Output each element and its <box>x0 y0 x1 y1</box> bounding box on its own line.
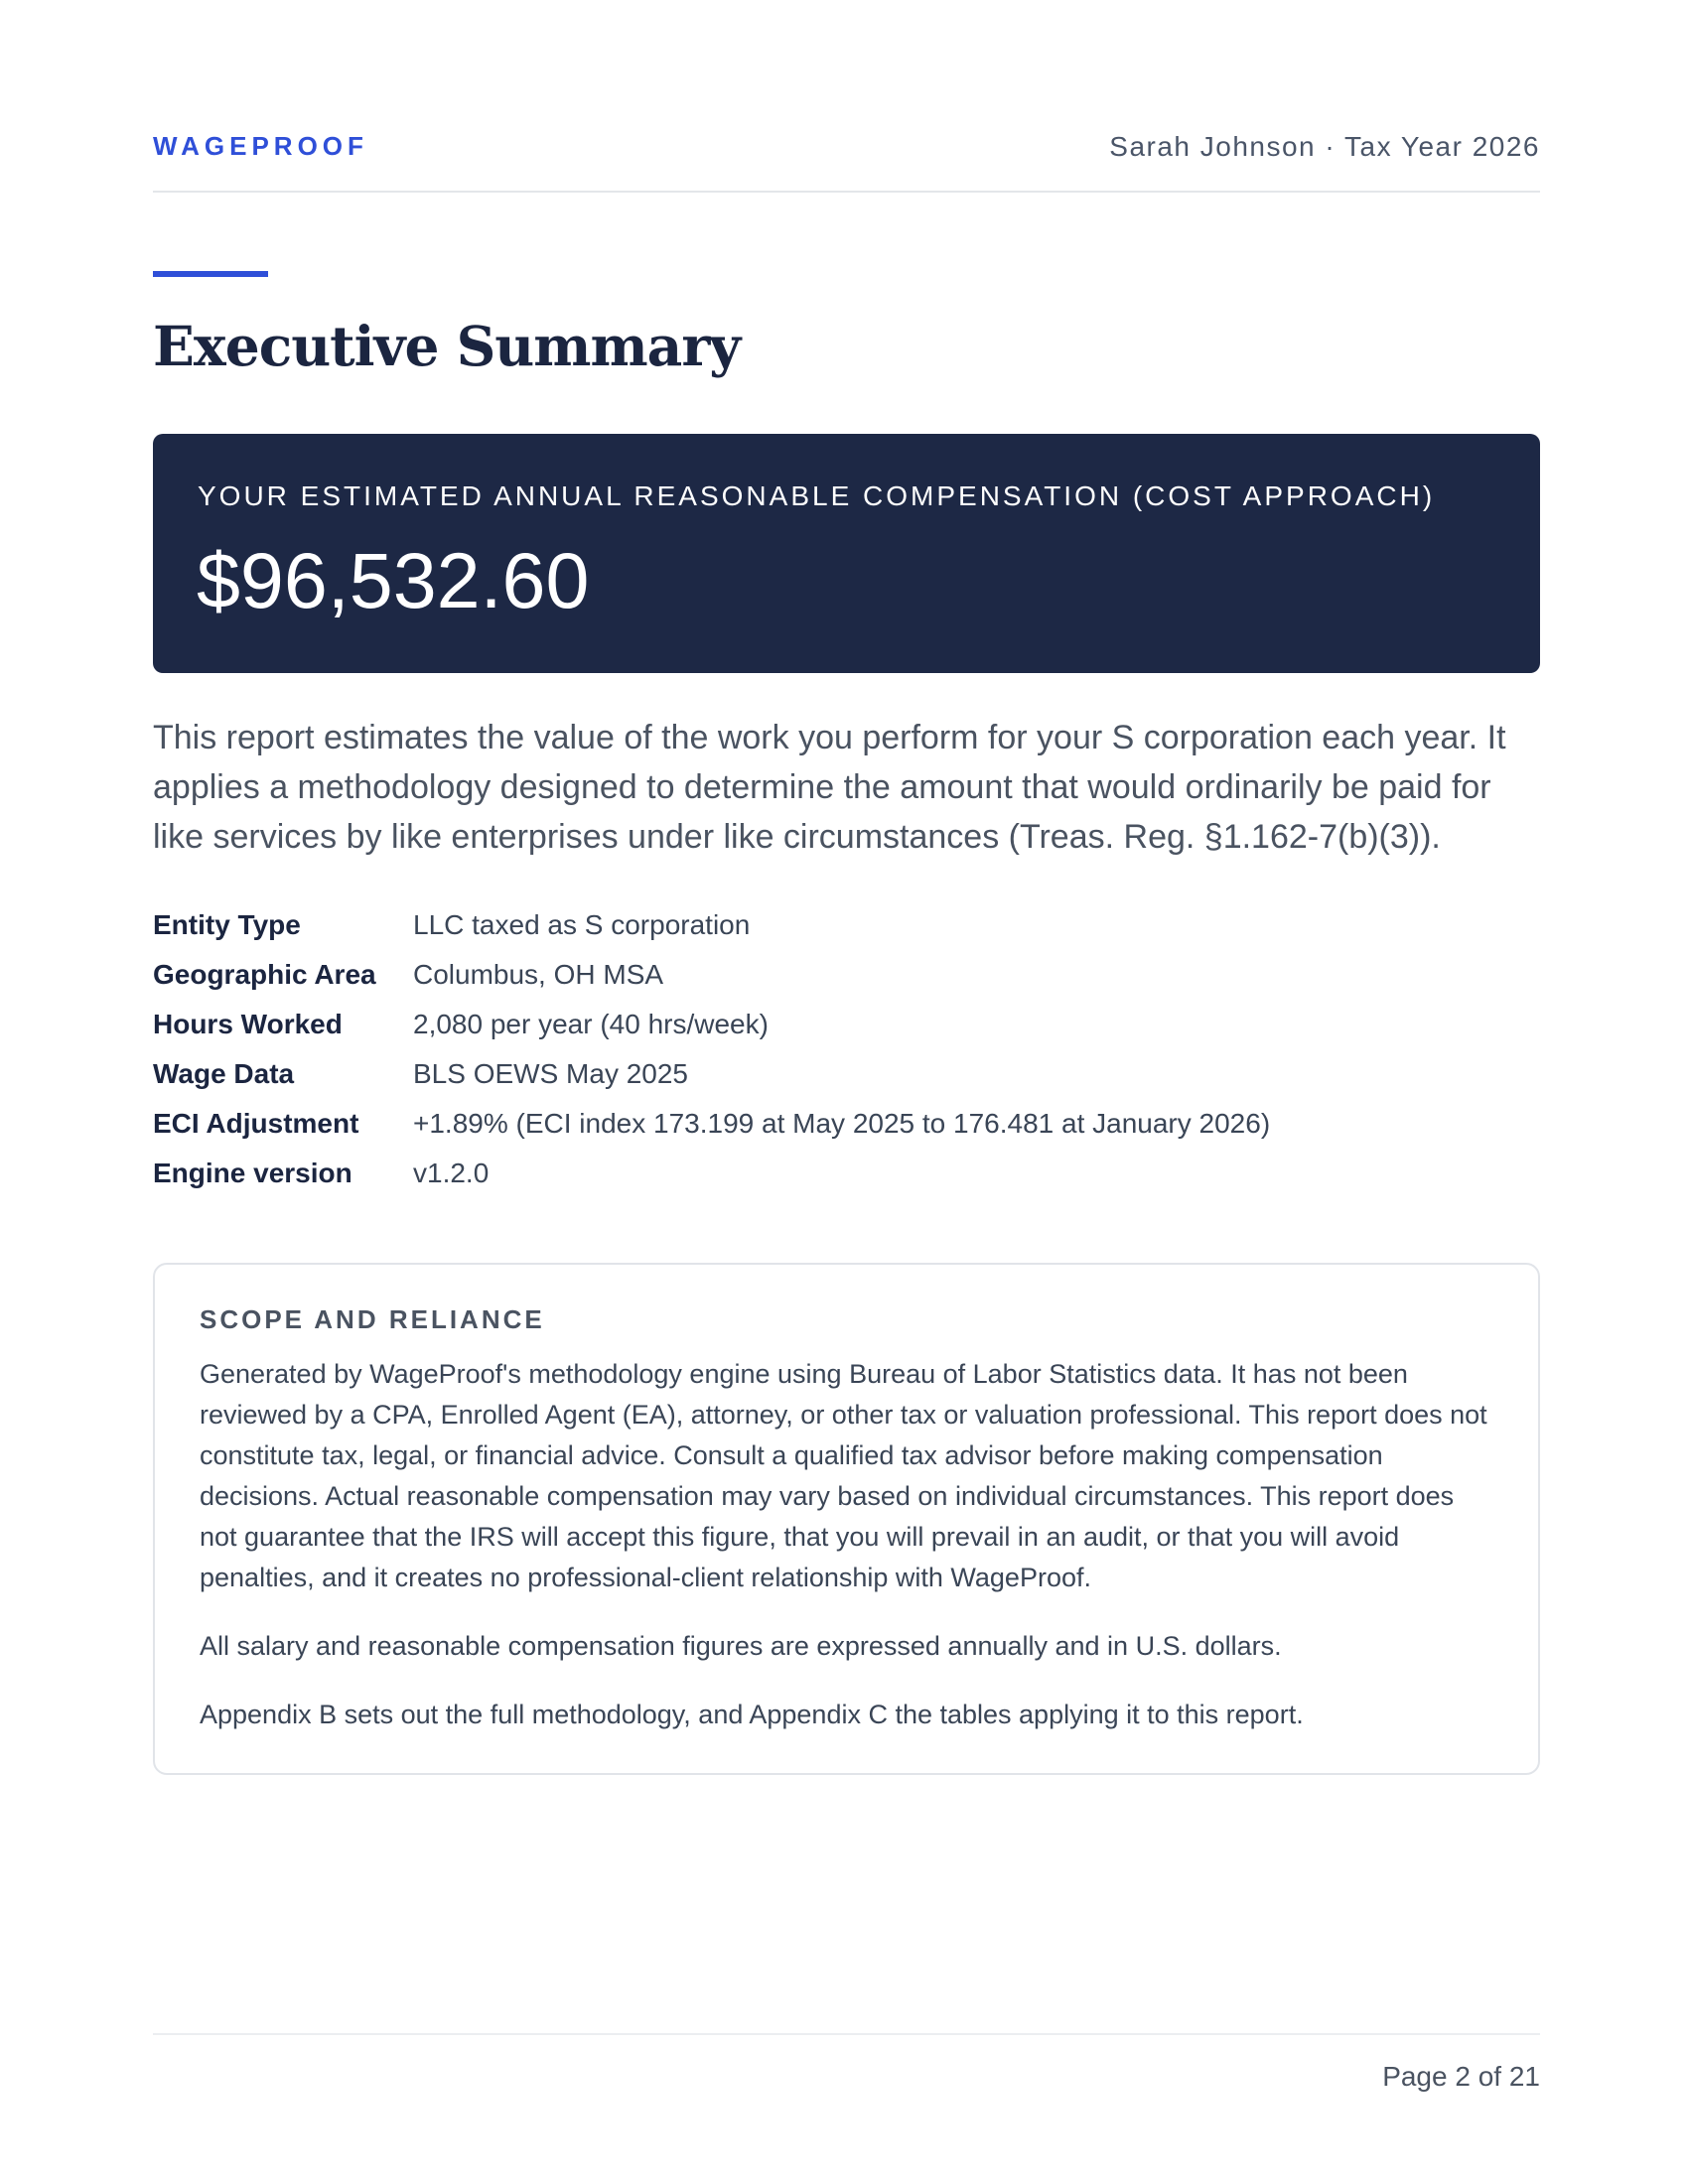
fact-label: ECI Adjustment <box>153 1108 359 1139</box>
fact-label: Entity Type <box>153 909 301 940</box>
fact-value: Columbus, OH MSA <box>413 959 664 990</box>
fact-label: Hours Worked <box>153 1009 343 1039</box>
scope-disclaimer-paragraph: Generated by WageProof's methodology engine using Bureau of Labor Statistics data. It has not been reviewed by a CPA, Enrolled Agent (EA), attorney, or other tax or valuation professional. This report does not constitute tax, legal, or financial advice. Consult a qualified tax advisor before making compensation decisions. Actual reasonable compensation may vary based on individual circumstances. This report does not guarantee that the IRS will accept this figure, that you will prevail in an audit, or that you will avoid penalties, and it creates no professional-client relationship with WageProof. <box>200 1359 1487 1592</box>
page-title: Executive Summary <box>153 314 741 378</box>
fact-row-entity-type <box>153 903 1540 953</box>
scope-and-reliance-box <box>153 1263 1540 1775</box>
title-accent-bar <box>153 271 268 277</box>
compensation-label: YOUR ESTIMATED ANNUAL REASONABLE COMPENSATION (COST APPROACH) <box>198 480 1436 511</box>
page-number: Page 2 of 21 <box>1382 2061 1540 2092</box>
fact-value: LLC taxed as S corporation <box>413 909 751 940</box>
brand-logo: WAGEPROOF <box>153 131 368 161</box>
scope-body <box>200 1354 1498 1763</box>
fact-label: Wage Data <box>153 1058 295 1089</box>
fact-label: Engine version <box>153 1158 352 1188</box>
scope-appendix-paragraph: Appendix B sets out the full methodology, and Appendix C the tables applying it to this report. <box>200 1700 1304 1729</box>
fact-value: v1.2.0 <box>413 1158 490 1188</box>
compensation-amount: $96,532.60 <box>197 536 590 624</box>
compensation-summary-card <box>153 434 1540 673</box>
intro-paragraph: This report estimates the value of the work you perform for your S corporation each year. It applies a methodology designed to determine the amount that would ordinarily be paid for like services by like enterprises under like circumstances (Treas. Reg. §1.162-7(b)(3)). <box>153 719 1506 856</box>
fact-value: +1.89% (ECI index 173.199 at May 2025 to 176.481 at January 2026) <box>413 1108 1271 1139</box>
client-tax-year: Sarah Johnson · Tax Year 2026 <box>1109 131 1540 162</box>
report-facts-list <box>153 903 1540 1201</box>
scope-heading: SCOPE AND RELIANCE <box>200 1304 545 1334</box>
fact-label: Geographic Area <box>153 959 376 990</box>
fact-value: BLS OEWS May 2025 <box>413 1058 689 1089</box>
fact-row-engine-version <box>153 1152 1540 1201</box>
scope-currency-paragraph: All salary and reasonable compensation figures are expressed annually and in U.S. dollars. <box>200 1631 1282 1661</box>
fact-row-geographic-area <box>153 953 1540 1003</box>
report-page <box>153 0 1540 2184</box>
fact-row-hours-worked <box>153 1003 1540 1052</box>
fact-row-eci-adjustment <box>153 1102 1540 1152</box>
fact-value: 2,080 per year (40 hrs/week) <box>413 1009 769 1039</box>
footer-divider <box>153 2033 1540 2035</box>
page-header <box>153 131 1540 193</box>
fact-row-wage-data <box>153 1052 1540 1102</box>
